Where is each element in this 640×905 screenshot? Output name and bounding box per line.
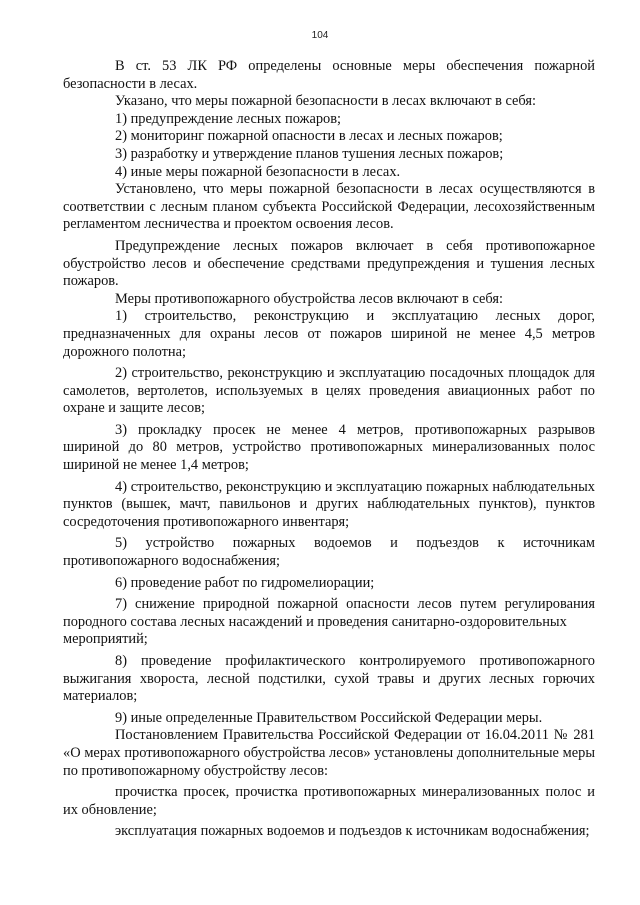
list-item-arrangement-1: 1) строительство, реконструкцию и эксплуатацию лесных дорог, предназначенных для охраны лесов от пожаров шириной не менее 4,5 метров дорожного полотна; (63, 308, 595, 360)
paragraph-prevention: Предупреждение лесных пожаров включает в себя противопожарное обустройство лесов и обеспечение средствами предупреждения и тушения лесных пожаров. (63, 237, 595, 290)
list-item-arrangement-5: 5) устройство пожарных водоемов и подъездов к источникам противопожарного водоснабжения; (63, 535, 595, 570)
list-item-additional-1: прочистка просек, прочистка противопожарных минерализованных полос и их обновление; (63, 784, 595, 818)
list-item-measure-2: 2) мониторинг пожарной опасности в лесах и лесных пожаров; (115, 128, 503, 145)
page-number: 104 (311, 30, 329, 41)
list-item-arrangement-4: 4) строительство, реконструкцию и эксплуатацию пожарных наблюдательных пунктов (вышек, мачт, павильонов и других наблюдательных пунктов), пунктов сосредоточения противопожарного инвентаря; (63, 478, 595, 530)
paragraph-arrangement-intro: Меры противопожарного обустройства лесов включают в себя: (115, 290, 503, 307)
list-item-additional-2: эксплуатация пожарных водоемов и подъездов к источникам водоснабжения; (115, 823, 590, 840)
list-item-measure-3: 3) разработку и утверждение планов тушения лесных пожаров; (115, 145, 504, 162)
paragraph-measures-intro: Указано, что меры пожарной безопасности в лесах включают в себя: (115, 93, 537, 110)
list-item-arrangement-8: 8) проведение профилактического контролируемого противопожарного выжигания хвороста, лесной подстилки, сухой травы и других лесных горючих материалов; (63, 653, 595, 705)
list-item-arrangement-2: 2) строительство, реконструкцию и эксплуатацию посадочных площадок для самолетов, вертолетов, используемых в целях проведения авиационных работ по охране и защите лесов; (63, 365, 595, 417)
list-item-arrangement-6: 6) проведение работ по гидромелиорации; (115, 574, 375, 591)
list-item-arrangement-3: 3) прокладку просек не менее 4 метров, противопожарных разрывов шириной до 80 метров, устройство противопожарных минерализованных полос шириной не менее 1,4 метров; (63, 421, 595, 474)
list-item-arrangement-7-continuation: мероприятий; (63, 631, 148, 648)
list-item-measure-1: 1) предупреждение лесных пожаров; (115, 110, 342, 127)
paragraph-established: Установлено, что меры пожарной безопасности в лесах осуществляются в соответствии с лесным планом субъекта Российской Федерации, лесохозяйственным регламентом лесничества и проектом освоения лесов. (63, 181, 595, 233)
page-body (63, 58, 595, 841)
paragraph-intro: В ст. 53 ЛК РФ определены основные меры обеспечения пожарной безопасности в лесах. (63, 58, 595, 92)
paragraph-resolution: Постановлением Правительства Российской Федерации от 16.04.2011 № 281 «О мерах противопожарного обустройства лесов» установлены дополнительные меры по противопожарному обустройству лесов: (63, 727, 595, 779)
list-item-arrangement-9: 9) иные определенные Правительством Российской Федерации меры. (115, 709, 543, 726)
list-item-measure-4: 4) иные меры пожарной безопасности в лесах. (115, 163, 401, 180)
list-item-arrangement-7: 7) снижение природной пожарной опасности лесов путем регулирования породного состава лесных насаждений и проведения санитарно-оздоровительных (63, 596, 595, 630)
